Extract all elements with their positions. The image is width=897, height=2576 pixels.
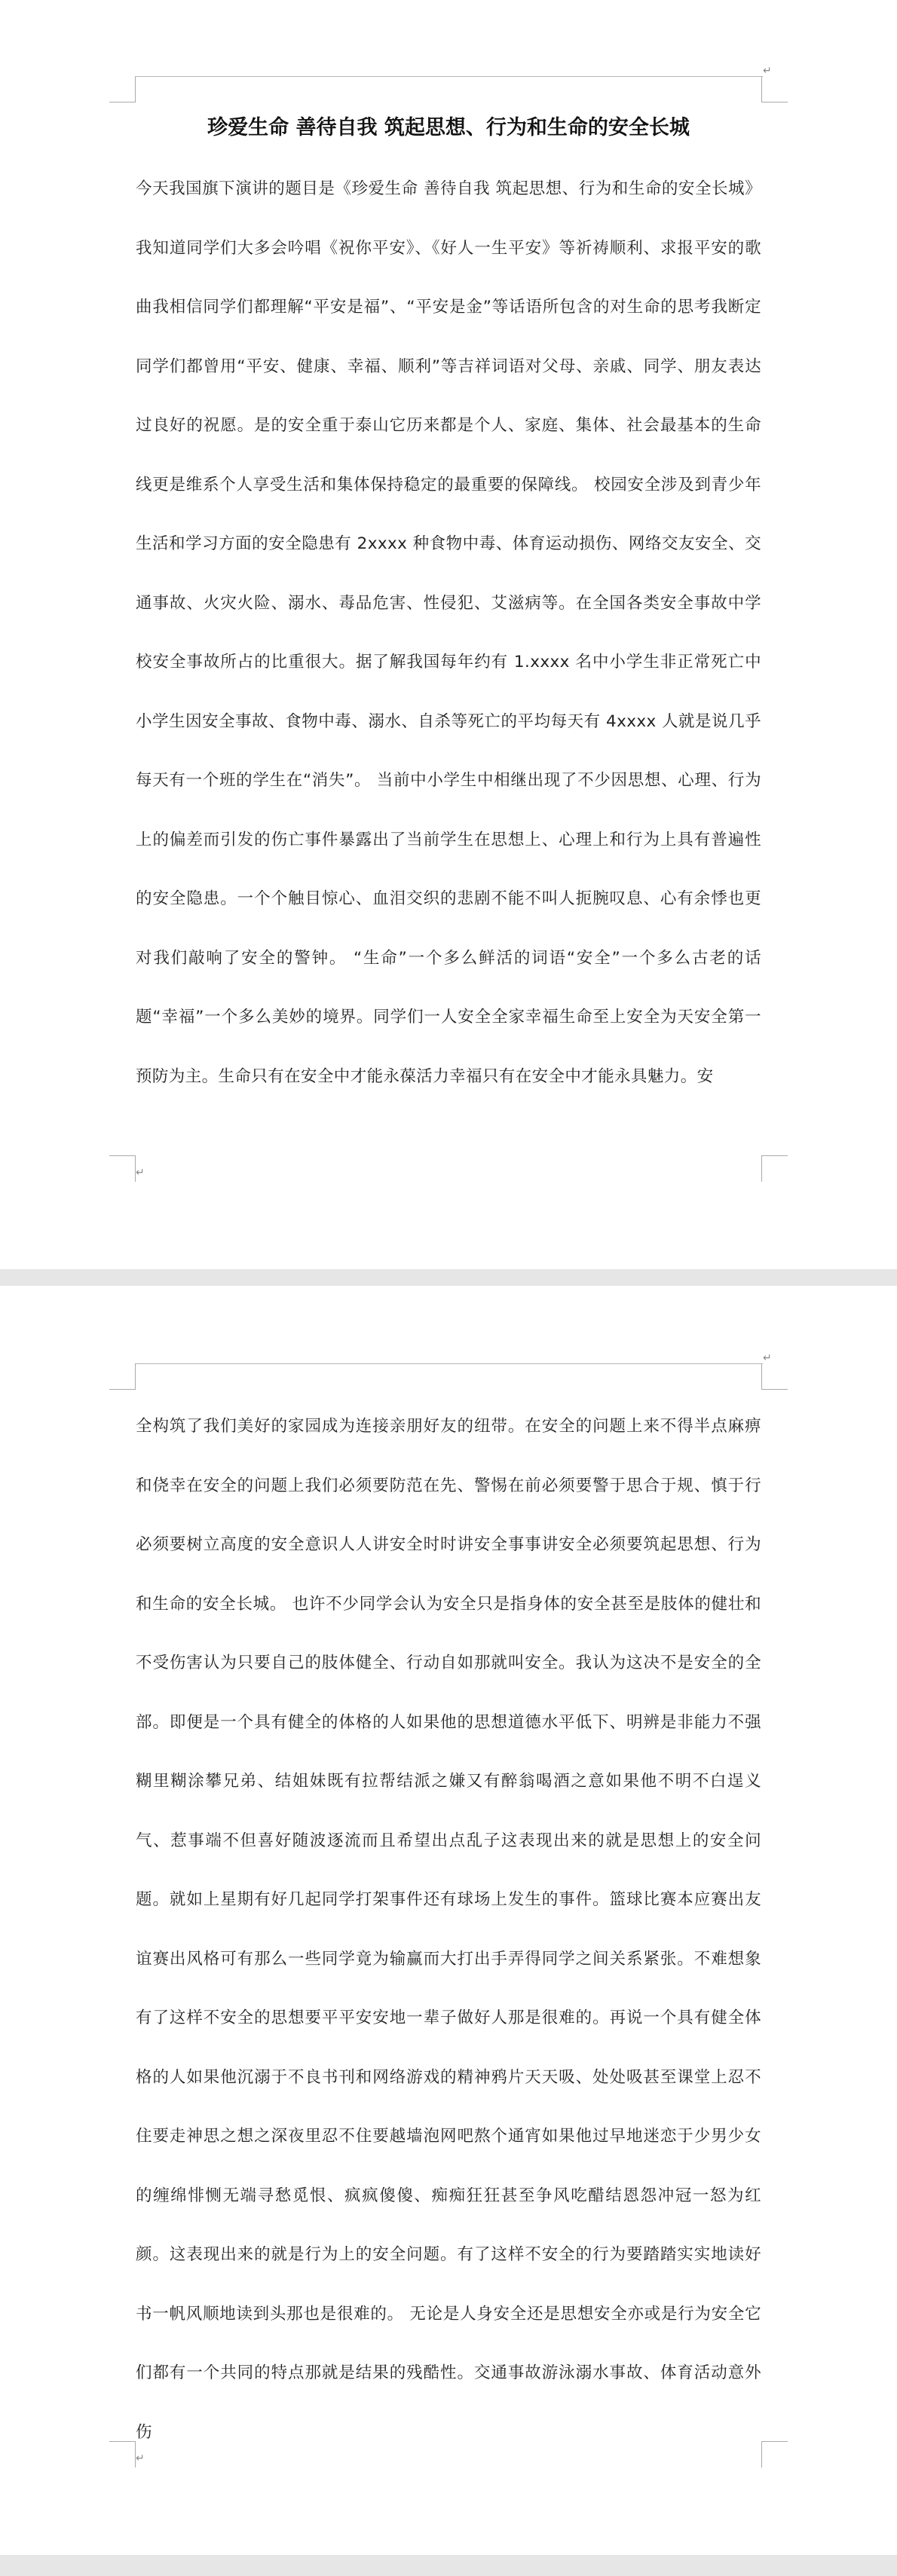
paragraph-mark-icon: ↵ bbox=[763, 1352, 772, 1364]
crop-mark-bottom-right bbox=[761, 1155, 788, 1182]
paragraph-mark-icon: ↵ bbox=[763, 65, 772, 77]
page-1-content bbox=[136, 113, 761, 1106]
page-2-content bbox=[136, 1397, 761, 2462]
document-page-2 bbox=[0, 1286, 897, 2555]
document-title: 珍爱生命 善待自我 筑起思想、行为和生命的安全长城 bbox=[207, 116, 690, 139]
crop-mark-top-left bbox=[109, 76, 136, 102]
crop-mark-bottom-left bbox=[109, 2441, 136, 2467]
header-rule bbox=[136, 1363, 763, 1364]
document-page-1 bbox=[0, 0, 897, 1269]
crop-mark-top-right bbox=[761, 76, 788, 102]
paragraph-mark-icon: ↵ bbox=[136, 2452, 145, 2464]
crop-mark-top-left bbox=[109, 1363, 136, 1390]
crop-mark-bottom-right bbox=[761, 2441, 788, 2467]
body-paragraph: 今天我国旗下演讲的题目是《珍爱生命 善待自我 筑起思想、行为和生命的安全长城》 我知道同学们大多会吟唱《祝你平安》、《好人一生平安》等祈祷顺利、求报平安的歌曲我相信同学们都理解“平安是福”、“平安是金”等话语所包含的对生命的思考我断定同学们都曾用“平安、健康、幸福、顺利”等吉祥词语对父母、亲戚、同学、朋友表达过良好的祝愿。是的安全重于泰山它历来都是个人、家庭、集体、社会最基本的生命线更是维系个人享受生活和集体保持稳定的最重要的保障线。 校园安全涉及到青少年生活和学习方面的安全隐患有 2xxxx 种食物中毒、体育运动损伤、网络交友安全、交通事故、火灾火险、溺水、毒品危害、性侵犯、艾滋病等。在全国各类安全事故中学校安全事故所占的比重很大。据了解我国每年约有 1.xxxx 名中小学生非正常死亡中小学生因安全事故、食物中毒、溺水、自杀等死亡的平均每天有 4xxxx 人就是说几乎每天有一个班的学生在“消失”。 当前中小学生中相继出现了不少因思想、心理、行为上的偏差而引发的伤亡事件暴露出了当前学生在思想上、心理上和行为上具有普遍性的安全隐患。一个个触目惊心、血泪交织的悲剧不能不叫人扼腕叹息、心有余悸也更对我们敲响了安全的警钟。 “生命”一个多么鲜活的词语“安全”一个多么古老的话题“幸福”一个多么美妙的境界。同学们一人安全全家幸福生命至上安全为天安全第一预防为主。生命只有在安全中才能永葆活力幸福只有在安全中才能永具魅力。安 bbox=[136, 179, 761, 1086]
header-rule bbox=[136, 76, 763, 77]
paragraph-mark-icon: ↵ bbox=[136, 1167, 145, 1179]
crop-mark-top-right bbox=[761, 1363, 788, 1390]
body-paragraph: 全构筑了我们美好的家园成为连接亲朋好友的纽带。在安全的问题上来不得半点麻痹和侥幸在安全的问题上我们必须要防范在先、警惕在前必须要警于思合于规、慎于行必须要树立高度的安全意识人人讲安全时时讲安全事事讲安全必须要筑起思想、行为和生命的安全长城。 也许不少同学会认为安全只是指身体的安全甚至是肢体的健壮和不受伤害认为只要自己的肢体健全、行动自如那就叫安全。我认为这决不是安全的全部。即便是一个具有健全的体格的人如果他的思想道德水平低下、明辨是非能力不强糊里糊涂攀兄弟、结姐妹既有拉帮结派之嫌又有醉翁喝酒之意如果他不明不白逞义气、惹事端不但喜好随波逐流而且希望出点乱子这表现出来的就是思想上的安全问题。就如上星期有好几起同学打架事件还有球场上发生的事件。篮球比赛本应赛出友谊赛出风格可有那么一些同学竟为输赢而大打出手弄得同学之间关系紧张。不难想象有了这样不安全的思想要平平安安地一辈子做好人那是很难的。再说一个具有健全体格的人如果他沉溺于不良书刊和网络游戏的精神鸦片天天吸、处处吸甚至课堂上忍不住要走神思之想之深夜里忍不住要越墙泡网吧熬个通宵如果他过早地迷恋于少男少女的缠绵悱恻无端寻愁觅恨、疯疯傻傻、痴痴狂狂甚至争风吃醋结恩怨冲冠一怒为红颜。这表现出来的就是行为上的安全问题。有了这样不安全的行为要踏踏实实地读好书一帆风顺地读到头那也是很难的。 无论是人身安全还是思想安全亦或是行为安全它们都有一个共同的特点那就是结果的残酷性。交通事故游泳溺水事故、体育活动意外伤 bbox=[136, 1417, 761, 2442]
crop-mark-bottom-left bbox=[109, 1155, 136, 1182]
